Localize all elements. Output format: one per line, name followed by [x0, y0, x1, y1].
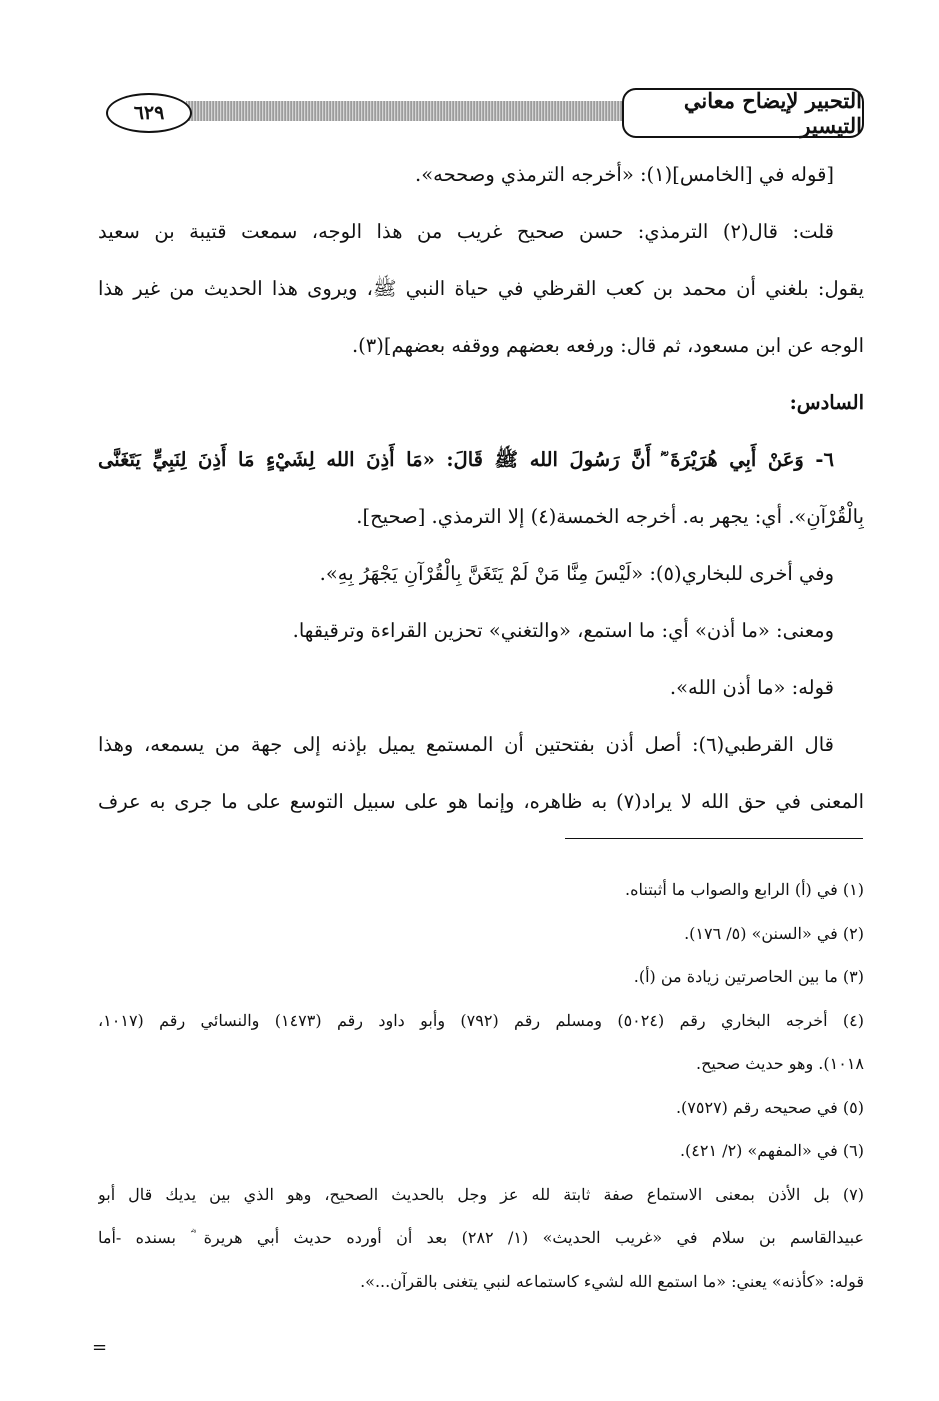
body-line: قلت: قال(٢) الترمذي: حسن صحيح غريب من هذا الوجه، سمعت قتيبة بن سعيد: [98, 220, 834, 243]
footnote-continuation: عبيدالقاسم بن سلام في «غريب الحديث» (١/ ٢٨٢) بعد أن أورده حديث أبي هريرة ؓ بسنده -أما: [98, 1228, 864, 1247]
section-heading: السادس:: [789, 391, 864, 414]
book-title: التحبير لإيضاح معاني التيسير: [622, 88, 864, 138]
body-line: [قوله في [الخامس](١): «أخرجه الترمذي وصححه».: [415, 163, 834, 186]
header-ornament-band: [186, 101, 636, 121]
footnote: (٦) في «المفهم» (٢/ ٤٢١).: [679, 1141, 864, 1160]
body-line: بِالْقُرْآنِ». أي: يجهر به. أخرجه الخمسة(٤) إلا الترمذي. [صحيح].: [356, 505, 864, 528]
page-header: [98, 88, 864, 138]
body-line: الوجه عن ابن مسعود، ثم قال: ورفعه بعضهم ووقفه بعضهم](٣).: [351, 334, 864, 357]
main-text: [98, 146, 864, 830]
body-line: قوله: «ما أذن الله».: [669, 676, 834, 699]
footnote: (٤) أخرجه البخاري رقم (٥٠٢٤) ومسلم رقم (٧٩٢) وأبو داود رقم (١٤٧٣) والنسائي رقم (١٠١٧،: [98, 1010, 864, 1030]
body-line: المعنى في حق الله لا يراد(٧) به ظاهره، وإنما هو على سبيل التوسع على ما جرى به عرف: [98, 790, 864, 813]
footnote: (١) في (أ) الرابع والصواب ما أثبتناه.: [625, 880, 864, 899]
footnotes: [98, 868, 864, 1303]
footnote: (٣) ما بين الحاصرتين زيادة من (أ).: [633, 967, 864, 986]
body-line: وفي أخرى للبخاري(٥): «لَيْسَ مِنَّا مَنْ لَمْ يَتَغَنَّ بِالْقُرْآنِ يَجْهَرُ بِهِ».: [319, 562, 834, 585]
body-line: يقول: بلغني أن محمد بن كعب القرظي في حياة النبي ﷺ، ويروى هذا الحديث من غير هذا: [98, 277, 864, 300]
body-line: قال القرطبي(٦): أصل أذن بفتحتين أن المستمع يميل بإذنه إلى جهة من يسمعه، وهذا: [98, 733, 834, 756]
page-number: ٦٢٩: [106, 93, 192, 133]
continuation-mark: =: [92, 1337, 108, 1358]
body-line: ومعنى: «ما أذن» أي: ما استمع، «والتغني» تحزين القراءة وترقيقها.: [292, 619, 834, 642]
footnote-separator: [565, 838, 863, 839]
footnote: (٥) في صحيحه رقم (٧٥٢٧).: [675, 1097, 864, 1117]
footnote: (٧) بل الأذن بمعنى الاستماع صفة ثابتة لله عز وجل بالحديث الصحيح، وهو الذي بين يديك قال أبو: [98, 1184, 864, 1204]
footnote: (٢) في «السنن» (٥/ ١٧٦).: [684, 923, 864, 943]
footnote-continuation: ١٠١٨). وهو حديث صحيح.: [696, 1054, 864, 1073]
footnote-continuation: قوله: «كأذنه» يعني: «ما استمع الله لشيء كاستماعه لنبي يتغنى بالقرآن...».: [360, 1271, 864, 1291]
hadith-line: ٦- وَعَنْ أَبِي هُرَيْرَةَ ؓ أَنَّ رَسُولَ الله ﷺ قَالَ: «مَا أَذِنَ الله لِشَيْءٍ مَا أَذِنَ لِنَبِيٍّ يَتَغَنَّى: [98, 448, 834, 471]
